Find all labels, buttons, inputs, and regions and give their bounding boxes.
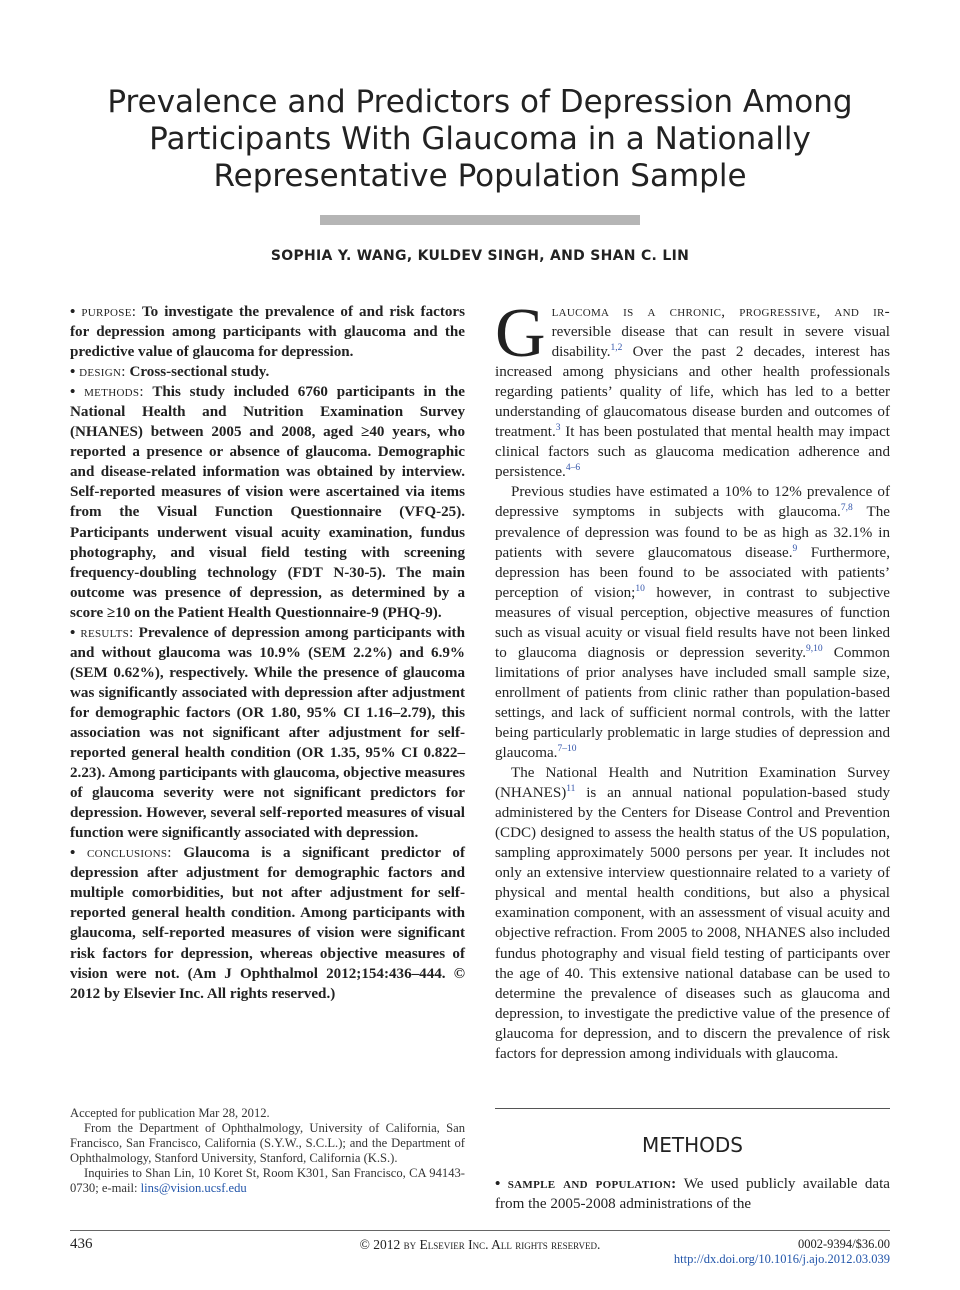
journal-citation: (Am J Ophthalmol 2012;154:436–444. © 2012 by Elsevier Inc. All rights reserved.): [70, 965, 465, 1002]
author-list: SOPHIA Y. WANG, KULDEV SINGH, AND SHAN C. LIN: [270, 248, 690, 264]
abstract-methods: [70, 382, 465, 623]
reference-link[interactable]: 9: [792, 543, 798, 554]
methods-text: This study included 6760 participants in the National Health and Nutrition Examination Survey (NHANES) between 2005 and 2008, aged ≥40 years, who reported a presence or absence of glaucoma. Demographic and disease-related information was obtained by interview. Self-reported measures of vision were ascertained via items from the Visual Function Questionnaire (VFQ-25). Participants underwent visual acuity examination, fundus photography, and visual field testing with screening frequency-doubling technology (FDT N-30-5). The main outcome was presence of depression, as determined by a score ≥10 on the Patient Health Questionnaire-9 (PHQ-9).: [70, 384, 465, 621]
purpose-text: To investigate the prevalence of and risk factors for depression among participants with glaucoma and the predictive value of glaucoma for depression.: [70, 304, 465, 361]
design-text: Cross-sectional study.: [129, 364, 270, 381]
accepted-date: Accepted for publication Mar 28, 2012.: [70, 1106, 270, 1120]
bullet-icon: •: [70, 845, 76, 862]
footnotes: [70, 1106, 465, 1197]
affiliation-note: From the Department of Ophthalmology, University of California, San Francisco, San Francisco, California (S.Y.W., S.C.L.); and the Department of Ophthalmology, Stanford University, Stanford, California (K.S.).: [70, 1121, 465, 1166]
intro-text-b: Over the past 2 decades, interest has increased among physicians and other health professionals regarding patients’ quality of life, which has led to a better understanding of glaucomatous disease burden and outcomes of treatment.: [495, 344, 890, 441]
methods-body: [495, 1174, 890, 1214]
p2-text-d: however, in contrast to subjective measures of visual perception, objective measures of function such as visual acuity or visual field results have not been linked to glaucoma diagnosis or depression severity.: [495, 584, 890, 661]
bullet-icon: •: [70, 304, 76, 320]
purpose-label: purpose:: [81, 304, 137, 320]
design-label: design:: [79, 364, 126, 381]
abstract: [70, 302, 465, 1004]
paragraph-nhanes: [495, 763, 890, 1064]
methods-text: We used publicly available data from the 2005-2008 administrations of the: [495, 1176, 890, 1213]
abstract-conclusions: [70, 843, 465, 1003]
copyright-notice: © 2012 by Elsevier Inc. All rights reserved.: [359, 1237, 601, 1252]
bullet-icon: •: [70, 384, 76, 401]
sample-population-label: sample and population:: [507, 1176, 677, 1192]
abstract-design: [70, 362, 465, 382]
p2-text-e: Common limitations of prior analyses have included small sample size, enrollment of patients from clinic rather than population-based settings, and lack of sufficient normal controls, with the latter being particularly problematic in large studies of depression and glaucoma.: [495, 644, 890, 762]
conclusions-text: Glaucoma is a significant predictor of depression after adjustment for demographic factors and multiple comorbidities, but not after adjustment for self-reported general health condition. Among participants with glaucoma, self-reported measures of vision were significant risk factors for depression, whereas objective measures of vision were not.: [70, 845, 465, 982]
methods-paragraph: [495, 1174, 890, 1214]
bullet-icon: •: [70, 364, 76, 381]
bullet-icon: •: [70, 624, 76, 641]
reference-link[interactable]: 4–6: [565, 463, 581, 474]
intro-text-a: reversible disease that can result in severe visual disability.: [551, 324, 890, 361]
p2-text-b: The prevalence of depression was found to be as high as 32.1% in patients with severe glaucomatous disease.: [495, 504, 890, 561]
title-divider-bar: [320, 215, 640, 225]
p3-text-b: is an annual national population-based study administered by the Centers for Disease Control and Prevention (CDC) designed to assess the health status of the US population, sampling approximately 5000 persons per year. It includes not only an extensive interview questionnaire related to a variety of physical and mental health conditions, but also a physical examination component, with an assessment of visual acuity and objective refraction. From 2005 to 2008, NHANES also included fundus photography and visual field testing of participants over the age of 40. This extensive national database can be used to determine the prevalence of diseases such as glaucoma and depression, to investigate the predictive value of the presence of glaucoma for depression, and to discern the prevalence of risk factors for depression among individuals with glaucoma.: [495, 785, 890, 1062]
paragraph-intro: [495, 295, 890, 482]
reference-link[interactable]: 10: [635, 583, 645, 594]
reference-link[interactable]: 3: [555, 423, 561, 434]
abstract-purpose: [70, 302, 465, 362]
page-number: 436: [70, 1236, 93, 1252]
reference-link[interactable]: 11: [566, 784, 576, 795]
intro-text-c: It has been postulated that mental health may impact clinical factors such as glaucoma medication adherence and persistence.: [495, 424, 890, 481]
p2-text-a: Previous studies have estimated a 10% to 12% prevalence of depressive symptoms in subjects with glaucoma.: [495, 484, 890, 521]
issn-price: 0002-9394/$36.00: [797, 1237, 890, 1251]
article-title: Prevalence and Predictors of Depression Among Participants With Glaucoma in a Nationally Representative Population Sample: [107, 84, 853, 194]
methods-heading: METHODS: [642, 1133, 743, 1157]
inquiries-note: [70, 1166, 465, 1196]
reference-link[interactable]: 7,8: [840, 503, 853, 514]
methods-label: methods:: [84, 384, 144, 401]
results-text: Prevalence of depression among participants with and without glaucoma was 10.9% (SEM 2.2%) and 6.9% (SEM 0.62%), respectively. While the presence of glaucoma was significantly associated with depression after adjustment for demographic factors (OR 1.80, 95% CI 1.16–2.79), this association was not significant after adjustment for self-reported general health condition (OR 1.35, 95% CI 0.822–2.23). Among participants with glaucoma, objective measures of glaucoma severity were not significant predictors for depression. However, several self-reported measures of visual function were significantly associated with depression.: [70, 624, 465, 842]
issn-doi-block: [674, 1237, 890, 1267]
drop-cap: G: [495, 295, 546, 372]
results-label: results:: [80, 624, 134, 641]
inquiries-text: Inquiries to Shan Lin, 10 Koret St, Room K301, San Francisco, CA 94143-0730; e-mail:: [70, 1166, 465, 1196]
paragraph-previous-studies: [495, 482, 890, 763]
p2-text-c: Furthermore, depression has been found to be associated with patients’ perception of vision;: [495, 544, 890, 601]
intro-smallcaps: laucoma is a chronic, progressive, and ir-: [551, 304, 890, 320]
reference-link[interactable]: 1,2: [610, 343, 623, 354]
abstract-results: [70, 623, 465, 844]
footer-divider: [70, 1230, 890, 1231]
reference-link[interactable]: 9,10: [805, 643, 823, 654]
bullet-icon: •: [495, 1176, 501, 1192]
doi-link[interactable]: http://dx.doi.org/10.1016/j.ajo.2012.03.039: [673, 1252, 890, 1266]
p3-text-a: The National Health and Nutrition Examination Survey (NHANES): [495, 765, 890, 802]
email-link[interactable]: lins@vision.ucsf.edu: [140, 1181, 247, 1196]
reference-link[interactable]: 7–10: [557, 744, 577, 755]
body-text: [495, 295, 890, 1064]
section-divider: [495, 1108, 890, 1109]
conclusions-label: conclusions:: [86, 845, 172, 862]
